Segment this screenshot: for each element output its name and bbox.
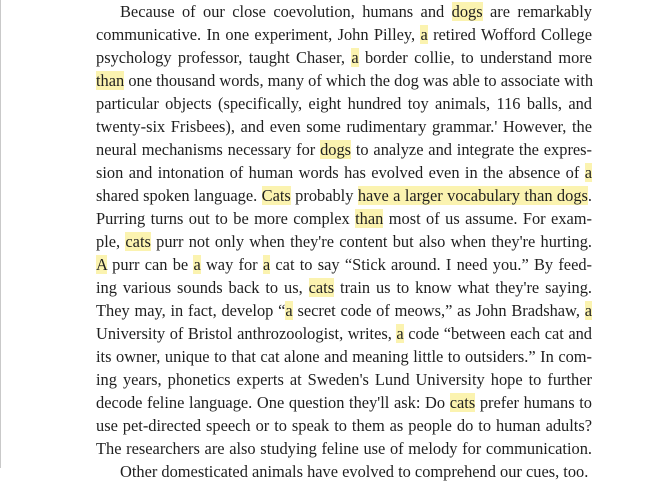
text-run: are remarkably [482, 2, 593, 21]
text-run: way for [200, 255, 263, 274]
text-line[interactable] [96, 414, 592, 437]
text-run: cat to say “Stick around. I need you.” By feed- [270, 255, 593, 274]
text-line[interactable] [96, 23, 592, 46]
text-run: code “between each cat and [403, 324, 592, 343]
text-run: particular objects (specifically, eight hundred toy animals, 116 balls, and [96, 94, 592, 113]
highlighted-word[interactable]: a [351, 48, 359, 67]
text-run: use pet-directed speech or to speak to them as people do to human adults? [96, 416, 592, 435]
text-run: its owner, unique to that cat alone and meaning little to outsiders.” In com- [96, 347, 592, 366]
text-run: sion and intonation of human words has evolved even in the absence of [96, 163, 585, 182]
highlighted-word[interactable]: cats [449, 393, 476, 412]
text-line[interactable] [96, 322, 592, 345]
text-line[interactable] [96, 253, 592, 276]
text-line[interactable] [96, 161, 592, 184]
highlighted-word[interactable]: cats [125, 232, 151, 251]
text-run: retired Wofford College [427, 25, 592, 44]
text-run: ing years, phonetics experts at Sweden's Lund University hope to further [96, 370, 592, 389]
highlighted-word[interactable]: have a larger vocabulary than dogs [357, 186, 588, 205]
highlighted-word[interactable]: a [262, 255, 271, 274]
highlighted-word[interactable]: a [584, 301, 592, 320]
text-line[interactable] [96, 207, 592, 230]
highlighted-word[interactable]: cats [308, 278, 335, 297]
text-run: purr can be [106, 255, 194, 274]
text-line[interactable] [96, 46, 592, 69]
text-run: most of us assume. For exam- [383, 209, 593, 228]
text-run: communicative. In one experiment, John Pilley, [96, 25, 421, 44]
text-run: ing various sounds back to us, [96, 278, 309, 297]
text-line[interactable] [96, 345, 592, 368]
text-line[interactable] [96, 276, 592, 299]
text-line[interactable] [96, 391, 592, 414]
text-run: . [587, 186, 593, 205]
text-run: purr not only when they're content but also when they're hurting. [150, 232, 592, 251]
text-line[interactable] [96, 0, 592, 23]
text-run: University of Bristol anthrozoologist, writes, [96, 324, 397, 343]
text-run: prefer humans to [475, 393, 592, 412]
text-line[interactable] [96, 92, 592, 115]
text-run: neural mechanisms necessary for [96, 140, 321, 159]
highlighted-word[interactable]: dogs [451, 2, 483, 21]
text-run: train us to know what they're saying. [334, 278, 592, 297]
text-line[interactable] [96, 69, 592, 92]
text-run: twenty-six Frisbees), and even some rudimentary grammar.' However, the [96, 117, 592, 136]
text-run: border collie, to understand more [358, 48, 592, 67]
highlighted-word[interactable]: than [355, 209, 384, 228]
highlighted-word[interactable]: a [420, 25, 428, 44]
text-line[interactable] [96, 184, 592, 207]
text-line[interactable] [96, 437, 592, 460]
text-line[interactable] [96, 138, 592, 161]
highlighted-word[interactable]: a [584, 163, 592, 182]
highlighted-word[interactable]: a [285, 301, 293, 320]
text-line[interactable] [96, 115, 592, 138]
text-run: shared spoken language. [96, 186, 262, 205]
highlighted-word[interactable]: A [96, 255, 107, 274]
text-run: to analyze and integrate the expres- [351, 140, 593, 159]
text-run: ple, [96, 232, 126, 251]
text-run: decode feline language. One question they'll ask: Do [96, 393, 450, 412]
text-run: one thousand words, many of which the dog was able to associate with [124, 71, 594, 90]
text-line[interactable] [96, 460, 592, 483]
text-run: The researchers are also studying feline use of melody for communication. [96, 439, 592, 458]
page-left-border [0, 0, 1, 468]
text-run: Other domesticated animals have evolved to comprehend our cues, too. [120, 462, 589, 481]
text-line[interactable] [96, 230, 592, 253]
text-run: Because of our close coevolution, humans and [120, 2, 452, 21]
text-run: They may, in fact, develop “ [96, 301, 286, 320]
text-run: secret code of meows,” as John Bradshaw, [292, 301, 585, 320]
text-run: probably [290, 186, 358, 205]
highlighted-word[interactable]: than [96, 71, 125, 90]
text-line[interactable] [96, 368, 592, 391]
highlighted-word[interactable]: a [193, 255, 201, 274]
text-run: psychology professor, taught Chaser, [96, 48, 352, 67]
text-line[interactable] [96, 299, 592, 322]
highlighted-word[interactable]: a [396, 324, 404, 343]
highlighted-word[interactable]: Cats [261, 186, 291, 205]
text-run: Purring turns out to be more complex [96, 209, 356, 228]
highlighted-word[interactable]: dogs [320, 140, 352, 159]
